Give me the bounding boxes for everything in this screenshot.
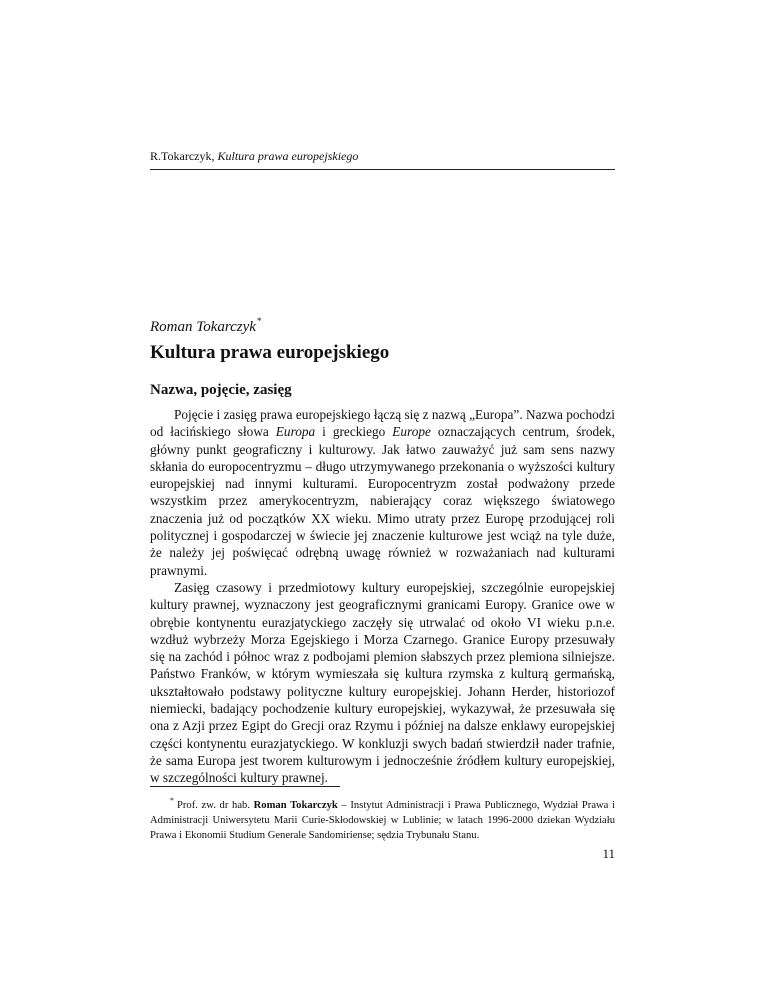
footnote-divider: [150, 786, 340, 787]
paragraph-2: Zasięg czasowy i przedmiotowy kultury europejskiej, szczególnie europejskiej kultury prawnej, wyznaczony jest geograficznymi granicami Europy. Granice owe w obrębie kontynentu eurazjatyckiego zaczęły się utrwalać od około VI wieku p.n.e. wzdłuż wybrzeży Morza Egejskiego i Morza Czarnego. Granice Europy przesuwały się na zachód i północ wraz z podbojami plemion słabszych przez plemiona silniejsze. Państwo Franków, w którym wymieszała się kultura rzymska z kulturą germańską, ukształtowało podstawy polityczne kultury europejskiej. Johann Herder, historiozof niemiecki, badający pochodzenie kultury europejskiej, wykazywał, że przesuwała się ona z Azji przez Egipt do Grecji oraz Rzymu i później na dalsze enklawy europejskiej części kontynentu eurazjatyckiego. W konkluzji swych badań stwierdził nader trafnie, że sama Europa jest tworem kulturowym i jednocześnie źródłem kultury europejskiej, w szczególności kultury prawnej.: [150, 579, 615, 786]
running-head: [150, 148, 615, 170]
footnote: [150, 793, 615, 843]
footnote-author-name: Roman Tokarczyk: [253, 800, 338, 811]
author-name: [150, 316, 261, 336]
paragraph-1-term-europe: Europe: [392, 424, 431, 440]
footnote-text: – Instytut Administracji i Prawa Publicznego, Wydział Prawa i Administracji Uniwersytetu Marii Curie-Skłodowskiej w Lublinie; w latach 1996-2000 dziekan Wydziału Prawa i Ekonomii Studium Generale Sandomiriense; sędzia Trybunału Stanu.: [150, 800, 615, 841]
running-head-title: Kultura prawa europejskiego: [217, 149, 359, 163]
article-body: [150, 406, 615, 787]
author-name-text: Roman Tokarczyk: [150, 319, 256, 335]
paragraph-1-term-europa: Europa: [275, 424, 316, 440]
paragraph-1-text-e: oznaczających centrum, środek, główny punkt geograficzny i kulturowy. Jak łatwo zauważyć już sam sens nazwy skłania do europocentryzmu – długo utrzymywanego przekonania o wyższości kultury europejskiej nad innymi kulturami. Europocentryzm został podważony przede wszystkim przez amerykocentryzm, nabierający coraz większego światowego znaczenia już od początków XX wieku. Mimo utraty przez Europę przodującej roli politycznej i gospodarczej w świecie jej znaczenie kulturowe jest wciąż na tyle duże, że należy jej poświęcać odrębną uwagę również w rozważaniach nad kulturami prawnymi.: [150, 424, 615, 578]
paragraph-1: [150, 406, 615, 579]
page-number: 11: [602, 846, 615, 861]
footnote-prefix: Prof. zw. dr hab.: [177, 800, 254, 811]
article-title: Kultura prawa europejskiego: [150, 342, 390, 363]
paragraph-1-text-c: i greckiego: [315, 424, 393, 440]
running-head-author: R.Tokarczyk,: [150, 149, 218, 163]
paragraph-1-text-a: Pojęcie i zasięg prawa europejskiego łączą się z nazwą „Europa”. Nazwa pochodzi od łacińskiego słowa: [150, 407, 615, 440]
author-footnote-mark: *: [256, 316, 262, 326]
section-heading: Nazwa, pojęcie, zasięg: [150, 382, 292, 398]
footnote-mark: *: [170, 796, 174, 805]
